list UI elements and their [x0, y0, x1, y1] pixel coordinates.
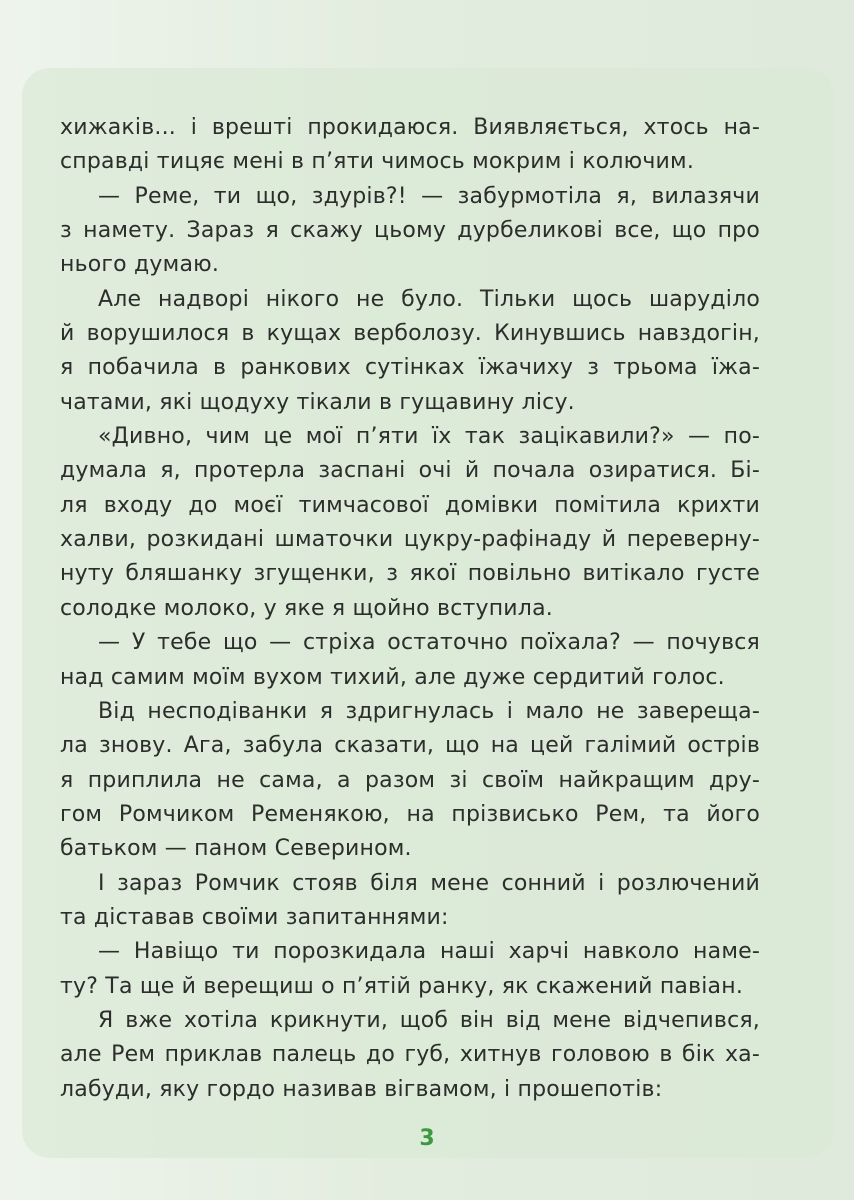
text-line: ту? Та ще й верещиш о п’ятій ранку, як скажений павіан.	[60, 973, 744, 999]
page-number: 3	[419, 1126, 435, 1151]
text-line: нуту бляшанку згущенки, з якої повільно витікало густе	[60, 561, 760, 587]
text-line: «Дивно, чим це мої п’яти їх так зацікавили?» — по-	[98, 424, 760, 450]
text-line: справді тицяє мені в п’яти чимось мокрим і колючим.	[60, 149, 695, 175]
text-line: І зараз Ромчик стояв біля мене сонний і розлючений	[98, 870, 760, 896]
body-text	[60, 111, 760, 1107]
text-line: халви, розкидані шматочки цукру-рафінаду й переверну-	[60, 527, 760, 553]
text-line: Від несподіванки я здригнулась і мало не завереща-	[98, 698, 760, 724]
text-line: й ворушилося в кущах верболозу. Кинувшись навздогін,	[60, 321, 760, 347]
text-line: але Рем приклав палець до губ, хитнув головою в бік ха-	[60, 1042, 760, 1068]
text-line: ла знову. Ага, забула сказати, що на цей галімий острів	[60, 733, 760, 759]
text-line: та діставав своїми запитаннями:	[60, 904, 449, 930]
text-line: — Реме, ти що, здурів?! — забурмотіла я, вилазячи	[98, 183, 760, 209]
text-line: хижаків... і врешті прокидаюся. Виявляється, хтось на-	[60, 115, 760, 140]
text-line: — У тебе що — стріха остаточно поїхала? — почувся	[98, 630, 760, 656]
text-line: ля входу до моєї тимчасової домівки помітила крихти	[60, 492, 760, 518]
text-line: солодке молоко, у яке я щойно вступила.	[60, 595, 553, 621]
text-line: Я вже хотіла крикнути, щоб він від мене відчепився,	[98, 1007, 760, 1033]
text-line: думала я, протерла заспані очі й почала озиратися. Бі-	[60, 458, 760, 484]
text-line: батьком — паном Северином.	[60, 836, 412, 862]
text-line: я приплила не сама, а разом зі своїм найкращим дру-	[60, 767, 760, 793]
text-line: над самим моїм вухом тихий, але дуже сердитий голос.	[60, 664, 725, 690]
text-line: — Навіщо ти порозкидала наші харчі навколо наме-	[98, 939, 760, 965]
text-line: гом Ромчиком Ременякою, на прізвисько Рем, та його	[60, 801, 760, 827]
text-line: нього думаю.	[60, 252, 220, 278]
text-line: я побачила в ранкових сутінках їжачиху з трьома їжа-	[60, 355, 760, 381]
text-line: з намету. Зараз я скажу цьому дурбеликові все, що про	[60, 218, 760, 244]
text-line: чатами, які щодуху тікали в гущавину лісу.	[60, 389, 575, 415]
text-line: Але надворі нікого не було. Тільки щось шаруділо	[98, 286, 760, 312]
text-line: лабуди, яку гордо називав вігвамом, і прошепотів:	[60, 1076, 663, 1102]
